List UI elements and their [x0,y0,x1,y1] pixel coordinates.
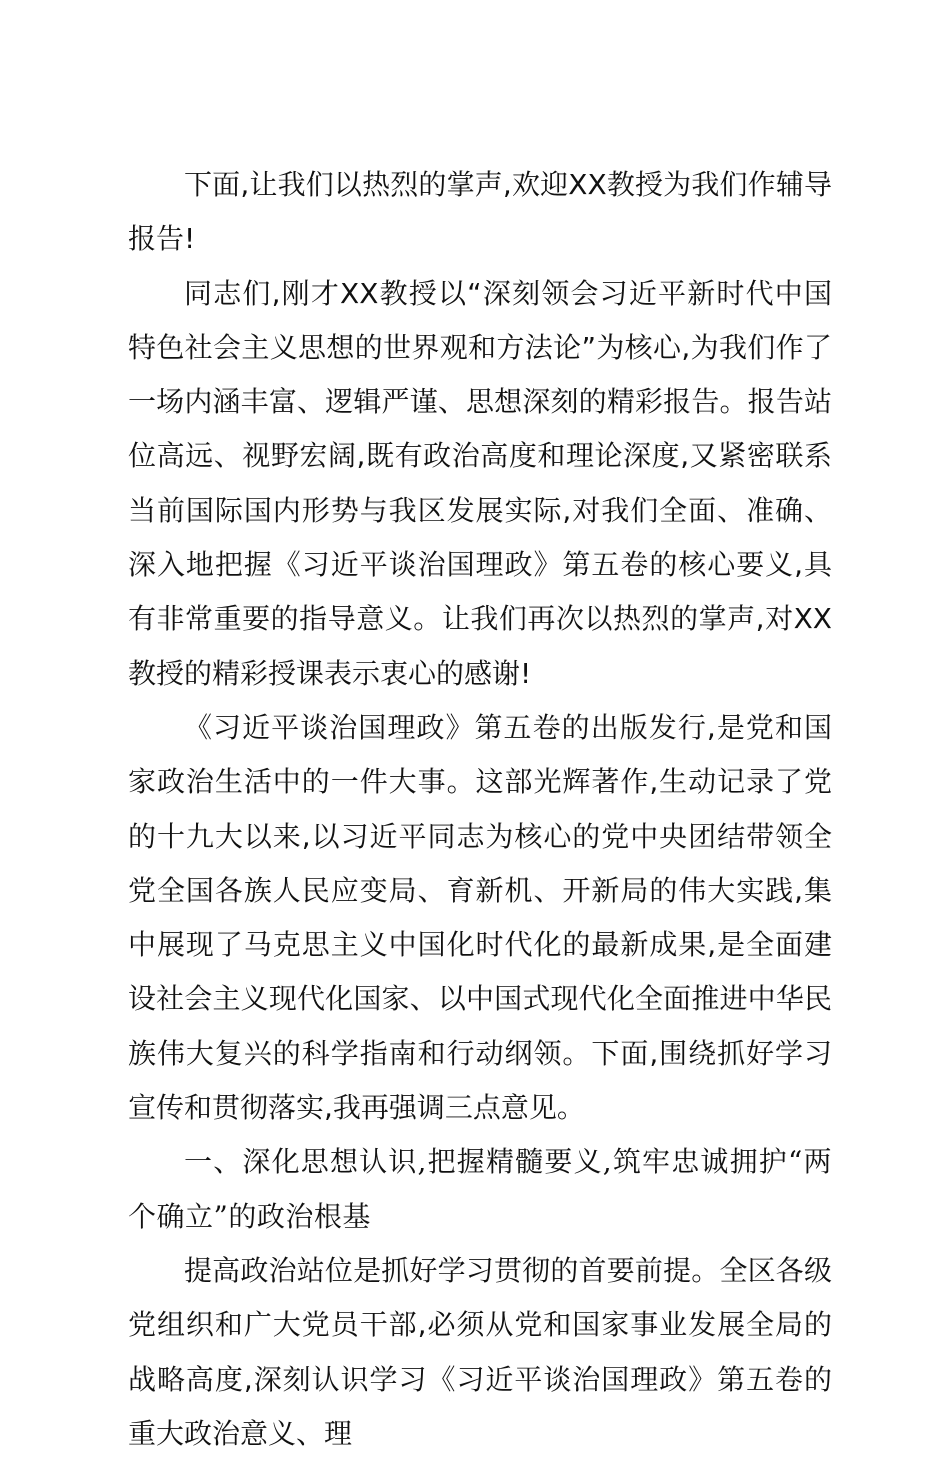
paragraph-political-standing: 提高政治站位是抓好学习贯彻的首要前提。全区各级党组织和广大党员干部,必须从党和国家事业发展全局的战略高度,深刻认识学习《习近平谈治国理政》第五卷的重大政治意义、理 [128,1253,832,1450]
paragraph-opening-invitation: 下面,让我们以热烈的掌声,欢迎XX教授为我们作辅导报告! [128,168,832,256]
paragraph-thanks: 同志们,刚才XX教授以“深刻领会习近平新时代中国特色社会主义思想的世界观和方法论”为核心,为我们作了一场内涵丰富、逻辑严谨、思想深刻的精彩报告。报告站位高远、视野宏阔,既有政治高度和理论深度,又紧密联系当前国际国内形势与我区发展实际,对我们全面、准确、深入地把握《习近平谈治国理政》第五卷的核心要义,具有非常重要的指导意义。让我们再次以热烈的掌声,对XX教授的精彩授课表示衷心的感谢! [128,276,832,690]
paragraph-volume-significance: 《习近平谈治国理政》第五卷的出版发行,是党和国家政治生活中的一件大事。这部光辉著作,生动记录了党的十九大以来,以习近平同志为核心的党中央团结带领全党全国各族人民应变局、育新机、开新局的伟大实践,集中展现了马克思主义中国化时代化的最新成果,是全面建设社会主义现代化国家、以中国式现代化全面推进中华民族伟大复兴的科学指南和行动纲领。下面,围绕抓好学习宣传和贯彻落实,我再强调三点意见。 [128,710,832,1125]
document-body [128,158,832,1461]
section-heading-1: 一、深化思想认识,把握精髓要义,筑牢忠诚拥护“两个确立”的政治根基 [128,1145,832,1233]
